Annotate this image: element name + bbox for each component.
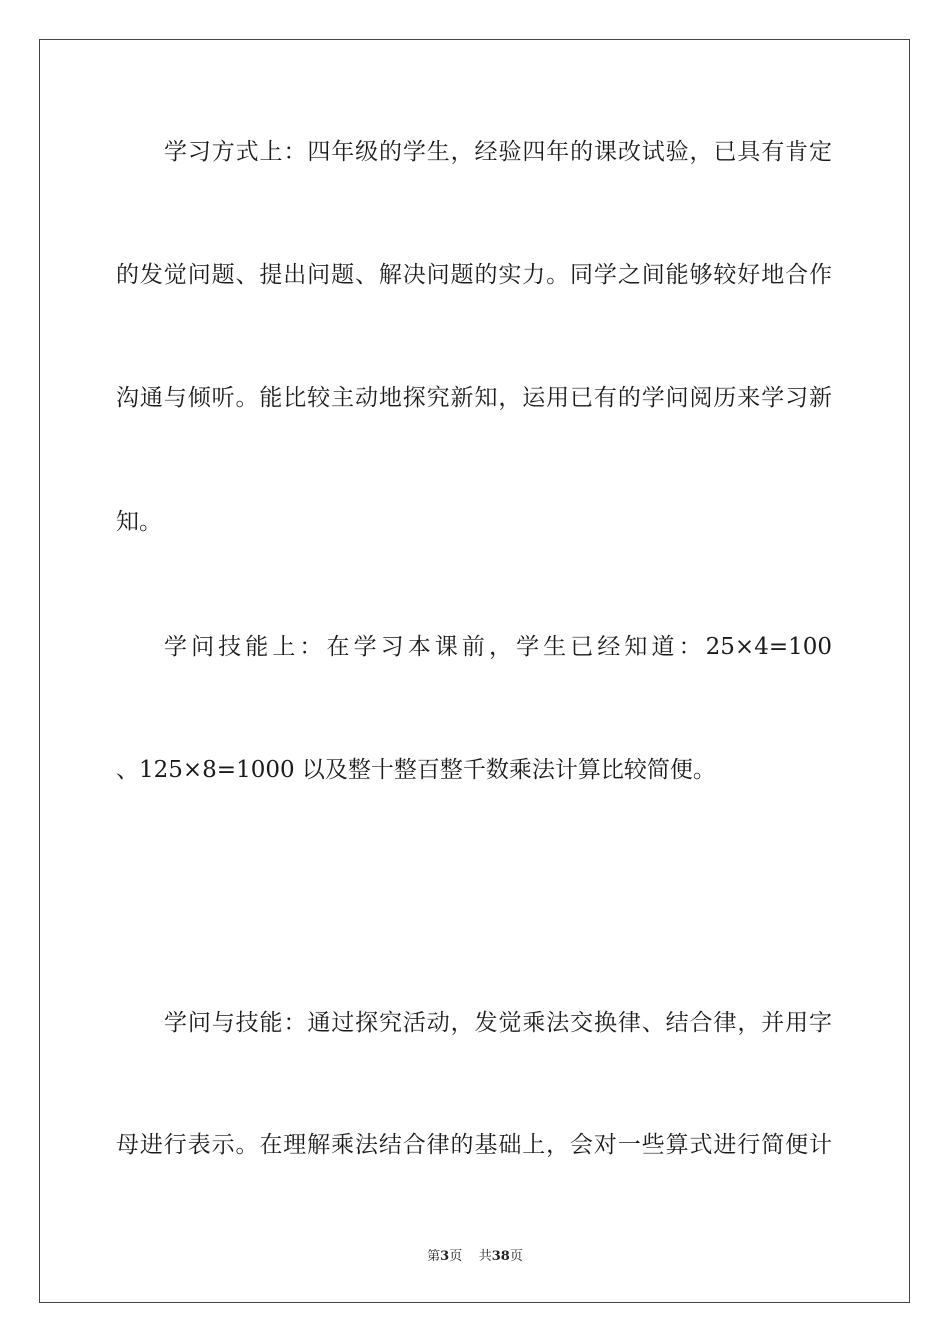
paragraph-line: 学问技能上：在学习本课前，学生已经知道：25×4=100 xyxy=(164,634,832,660)
paragraph-line: 母进行表示。在理解乘法结合律的基础上，会对一些算式进行简便计 xyxy=(116,1132,832,1158)
paragraph-line: 知。 xyxy=(116,509,162,535)
paragraph-line: 、125×8=1000 以及整十整百整千数乘法计算比较简便。 xyxy=(116,757,716,783)
page-border xyxy=(39,39,910,1303)
footer-page-total: 38 xyxy=(491,1249,510,1264)
paragraph-line: 沟通与倾听。能比较主动地探究新知，运用已有的学问阅历来学习新 xyxy=(116,385,832,411)
footer-page-prefix: 第 xyxy=(427,1249,441,1264)
paragraph-line: 学问与技能：通过探究活动，发觉乘法交换律、结合律，并用字 xyxy=(164,1010,832,1036)
paragraph-line: 的发觉问题、提出问题、解决问题的实力。同学之间能够较好地合作 xyxy=(116,262,832,288)
footer-total-prefix: 共 xyxy=(478,1249,492,1264)
page-footer xyxy=(0,1245,950,1264)
footer-total-suffix: 页 xyxy=(509,1249,523,1264)
paragraph-line: 学习方式上：四年级的学生，经验四年的课改试验，已具有肯定 xyxy=(164,139,832,165)
footer-page-current: 3 xyxy=(440,1249,450,1264)
footer-page-suffix: 页 xyxy=(449,1249,463,1264)
